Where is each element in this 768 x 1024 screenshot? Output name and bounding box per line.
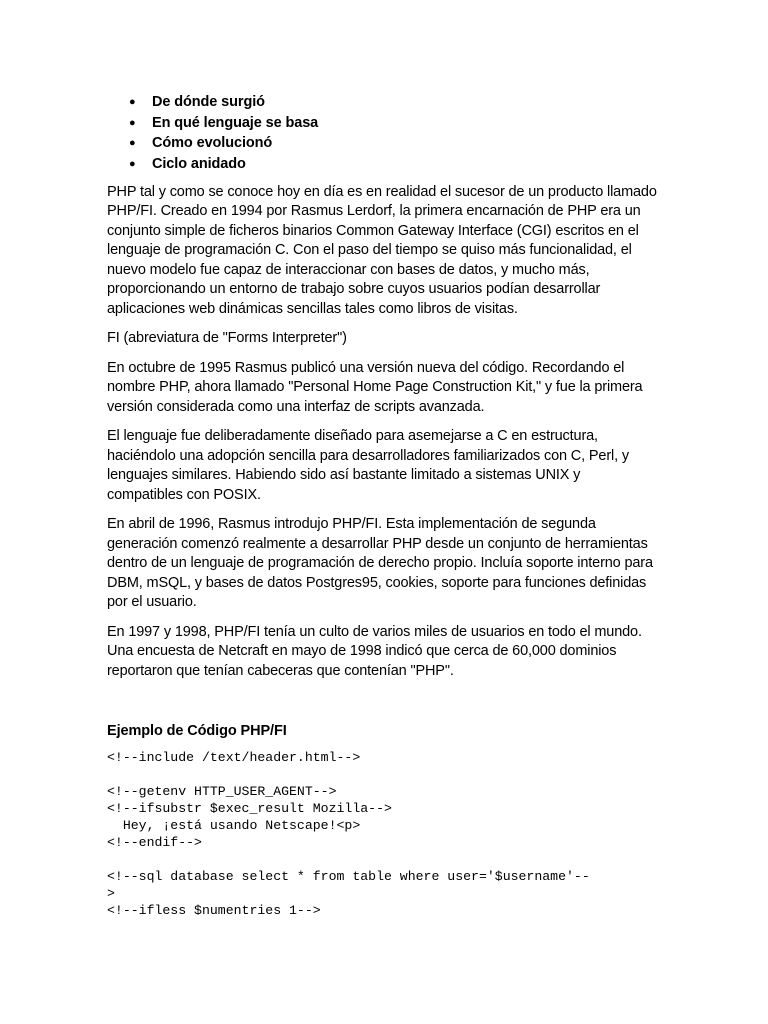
list-item — [107, 113, 657, 134]
intro-paragraph: PHP tal y como se conoce hoy en día es en realidad el sucesor de un producto llamado PHP/FI. Creado en 1994 por Rasmus Lerdorf, la primera encarnación de PHP era un conjunto simple de ficheros binarios Common Gateway Interface (CGI) escritos en el lenguaje de programación C. Con el paso del tiempo se quiso más funcionalidad, el nuevo modelo fue capaz de interaccionar con bases de datos, y mucho más, proporcionando un entorno de trabajo sobre cuyos usuarios podían desarrollar aplicaciones web dinámicas sencillas tales como libros de visitas. — [107, 183, 657, 317]
topic-label: De dónde surgió — [152, 94, 265, 110]
list-item — [107, 133, 657, 154]
list-item — [107, 154, 657, 175]
bullet-icon: ● — [129, 96, 136, 108]
topic-label: En qué lenguaje se basa — [152, 114, 319, 131]
bullet-icon: ● — [129, 158, 136, 171]
list-item — [107, 92, 657, 113]
bullet-icon: ● — [129, 137, 136, 150]
language-paragraph: El lenguaje fue deliberadamente diseñado para asemejarse a C en estructura, haciéndolo una adopción sencilla para desarrolladores familiarizados con C, Perl, y lenguajes similares. Habiendo sido así bastante limitado a sistemas UNIX y compatibles con POSIX. — [107, 428, 629, 503]
code-block: <!--include /text/header.html--> <!--getenv HTTP_USER_AGENT--> <!--ifsubstr $exec_result Mozilla--> Hey, ¡está usando Netscape!<p> <!--endif--> <!--sql database select * from table where user='$username'-- > <!--ifless $numentries 1--> — [107, 750, 590, 919]
topic-label: Ciclo anidado — [152, 156, 246, 173]
document-page — [107, 92, 657, 919]
topics-list — [107, 92, 657, 175]
code-section-title: Ejemplo de Código PHP/FI — [107, 723, 287, 740]
bullet-icon: ● — [129, 116, 136, 129]
topic-label: Cómo evolucionó — [152, 135, 273, 152]
paragraph-1997: En 1997 y 1998, PHP/FI tenía un culto de varios miles de usuarios en todo el mundo. Una encuesta de Netcraft en mayo de 1998 indicó que cerca de 60,000 dominios reportaron que tenían cabeceras que contenían "PHP". — [107, 623, 642, 679]
paragraph-1995: En octubre de 1995 Rasmus publicó una versión nueva del código. Recordando el nombre PHP, ahora llamado "Personal Home Page Construction Kit," y fue la primera versión considerada como una interfaz de scripts avanzada. — [107, 359, 643, 415]
paragraph-1996: En abril de 1996, Rasmus introdujo PHP/FI. Esta implementación de segunda generación comenzó realmente a desarrollar PHP desde un conjunto de herramientas dentro de un lenguaje de programación de derecho propio. Incluía soporte interno para DBM, mSQL, y bases de datos Postgres95, cookies, soporte para funciones definidas por el usuario. — [107, 516, 653, 611]
fi-note-paragraph: FI (abreviatura de "Forms Interpreter") — [107, 330, 347, 347]
